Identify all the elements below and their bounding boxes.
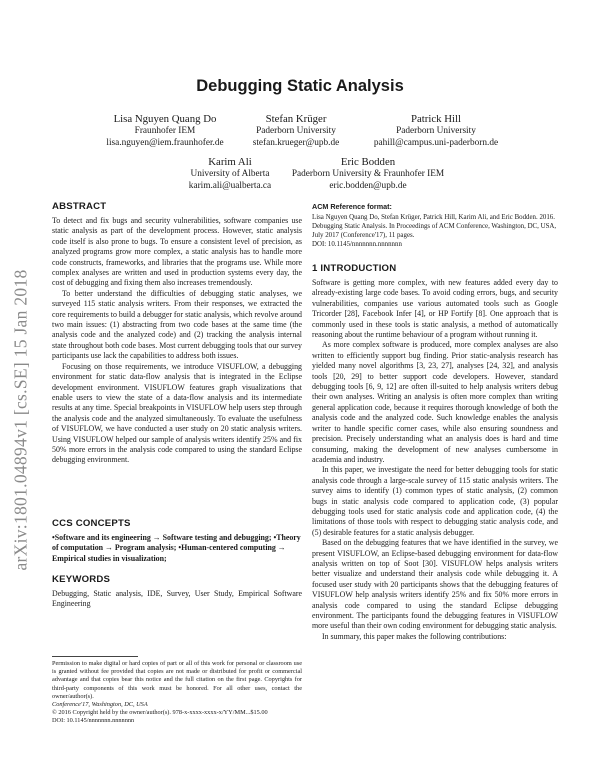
abstract-section (52, 201, 302, 466)
author-name: Patrick Hill (410, 113, 462, 125)
acm-reference-heading: ACM Reference format: (312, 202, 392, 211)
intro-paragraph: As more complex software is produced, more complex analyses are also written to efficiently support bug finding. Prior static-analysis research has yielded many novel algorithms [3, 23, 27], analyses [24, 32], and analysis tools [20, 29] to better support code developers. However, standard debugging tools [6, 9, 12] are often ill-suited to help analysis writers debug their own analyses. Writing an analysis is often more complex than writing general application code, because it requires thorough knowledge of both the analysis code and the analyzed code. Such knowledge enables the analysis writer to handle specific corner cases, while also ensuring soundness and precision. Precisely understanding what an analysis does is hard and time consuming, making the development of new analyses cumbersome in academia and industry. (312, 340, 558, 464)
intro-paragraph: In this paper, we investigate the need for better debugging tools for static analysis code through a large-scale survey of 115 static analysis writers. The survey aims to identify (1) common types of static analysis, (2) common bugs in static analysis code compared to application code, (3) popular debugging tools used for static analysis code and application code, (4) the limitations of those tools with respect to debugging static analysis code, and (5) desirable features for a static analysis debugger. (312, 465, 558, 537)
author-affiliation: Paderborn University (396, 126, 476, 136)
acm-reference-text: Lisa Nguyen Quang Do, Stefan Krüger, Patrick Hill, Karim Ali, and Eric Bodden. 2016. Debugging Static Analysis. In Proceedings of ACM Conference, Washington, DC, USA, July 2017 (Conference'17), 11 pages. (312, 214, 557, 240)
abstract-paragraph: Focusing on those requirements, we introduce VISUFLOW, a debugging environment for static data-flow analysis that is integrated in the Eclipse development environment. VISUFLOW features graph visualizations that enable users to view the state of a data-flow analysis and its intermediate results at any time. Special breakpoints in VISUFLOW help users step through the analysis code and the analyzed simultaneously. To evaluate the usefulness of VISUFLOW, we have conducted a user study on 20 static analysis writers. Using VISUFLOW helped our sample of analysis writers identify 25% and fix 50% more errors in the analysis code compared to using the standard Eclipse debugging environment. (52, 361, 302, 465)
ccs-concepts: •Software and its engineering → Software testing and debugging; •Theory of computation → Program analysis; •Human-centered computing → Empirical studies in visualization; (52, 533, 301, 563)
intro-paragraph: In summary, this paper makes the following contributions: (322, 631, 507, 641)
acm-reference (312, 202, 558, 249)
keywords-heading: KEYWORDS (52, 574, 111, 585)
author-email: karim.ali@ualberta.ca (188, 180, 272, 191)
intro-paragraph: Software is getting more complex, with new features added every day to already-existing large code bases. To avoid coding errors, bugs, and security vulnerabilities, companies use various automated tools such as Google Tricorder [28], Facebook Infer [4], or HP Fortify [8]. One approach that is commonly used in these tools is static analysis, a method of automatically reasoning about the runtime behaviour of a program without running it. (312, 278, 558, 340)
author-block (331, 113, 541, 149)
keywords-text: Debugging, Static analysis, IDE, Survey, User Study, Empirical Software Engineering (52, 589, 302, 609)
copyright-text: © 2016 Copyright held by the owner/author(s). 978-x-xxxx-xxxx-x/YY/MM...$15.00 (52, 709, 268, 717)
ccs-heading: CCS CONCEPTS (52, 518, 131, 529)
author-name: Karim Ali (208, 156, 252, 168)
conference-info: Conference'17, Washington, DC, USA (52, 701, 148, 709)
introduction-heading: 1 INTRODUCTION (312, 263, 397, 274)
arxiv-stamp (6, 210, 36, 630)
author-email: lisa.nguyen@iem.fraunhofer.de (106, 137, 224, 148)
acm-reference-doi: DOI: 10.1145/nnnnnnn.nnnnnnn (312, 241, 402, 249)
author-name: Eric Bodden (340, 156, 396, 168)
abstract-paragraph: To better understand the difficulties of debugging static analyses, we surveyed 115 static analysis writers. From their responses, we extracted the core requirements to build a debugger for static analysis, which revolve around two main issues: (1) abstracting from two code bases at the same time (the analysis code and the analyzed code) and (2) tracking the analysis internal state throughout both code bases. Most current debugging tools that our survey participants use lack the capabilities to address both issues. (52, 288, 302, 361)
author-email: pahill@campus.uni-paderborn.de (373, 137, 499, 148)
author-block (268, 156, 468, 192)
author-affiliation: University of Alberta (190, 169, 270, 179)
author-name: Lisa Nguyen Quang Do (113, 113, 217, 125)
author-affiliation: Fraunhofer IEM (134, 126, 196, 136)
intro-paragraph: Based on the debugging features that we have identified in the survey, we present VISUFLOW, an Eclipse-based debugging environment for data-flow analysis written on top of Soot [30]. VISUFLOW helps analysis writers better visualize and understand their analysis code while debugging it. A focused user study with 20 participants shows that the debugging features of VISUFLOW help analysis writers identify 25% and fix 50% more errors in analysis code compared to using the standard Eclipse debugging environment. The participants found the debugging features in VISUFLOW more useful than their own coding environment for debugging static analysis. (312, 538, 558, 631)
permission-text: Permission to make digital or hard copies of part or all of this work for personal or classroom use is granted without fee provided that copies are not made or distributed for profit or commercial advantage and that copies bear this notice and the full citation on the first page. Copyrights for third-party components of this work must be honored. For all other uses, contact the owner/author(s). (52, 660, 302, 700)
paper-title: Debugging Static Analysis (196, 77, 404, 95)
author-email: eric.bodden@upb.de (329, 180, 407, 191)
ccs-section (52, 518, 302, 564)
author-affiliation: Paderborn University & Fraunhofer IEM (291, 169, 445, 179)
author-name: Stefan Krüger (265, 113, 327, 125)
permission-doi: DOI: 10.1145/nnnnnnn.nnnnnnn (52, 717, 135, 725)
abstract-paragraph: To detect and fix bugs and security vulnerabilities, software companies use static analysis as part of the development process. However, static analysis code itself is also prone to bugs. To ensure a consistent level of precision, as analyzed programs grow more complex, a static analysis has to handle more code constructs, frameworks, and libraries that the programs use. While more complex analyses are written and used in production systems every day, the cost of debugging and fixing them also increases tremendously. (52, 216, 302, 288)
keywords-section (52, 574, 302, 610)
arxiv-stamp-text: arXiv:1801.04894v1 [cs.SE] 15 Jan 2018 (10, 269, 31, 571)
footnote-rule (52, 656, 138, 657)
author-email: stefan.krueger@upb.de (252, 137, 340, 148)
permission-block (52, 660, 302, 726)
abstract-heading: ABSTRACT (52, 201, 107, 212)
author-affiliation: Paderborn University (256, 126, 336, 136)
introduction-section (312, 263, 558, 642)
